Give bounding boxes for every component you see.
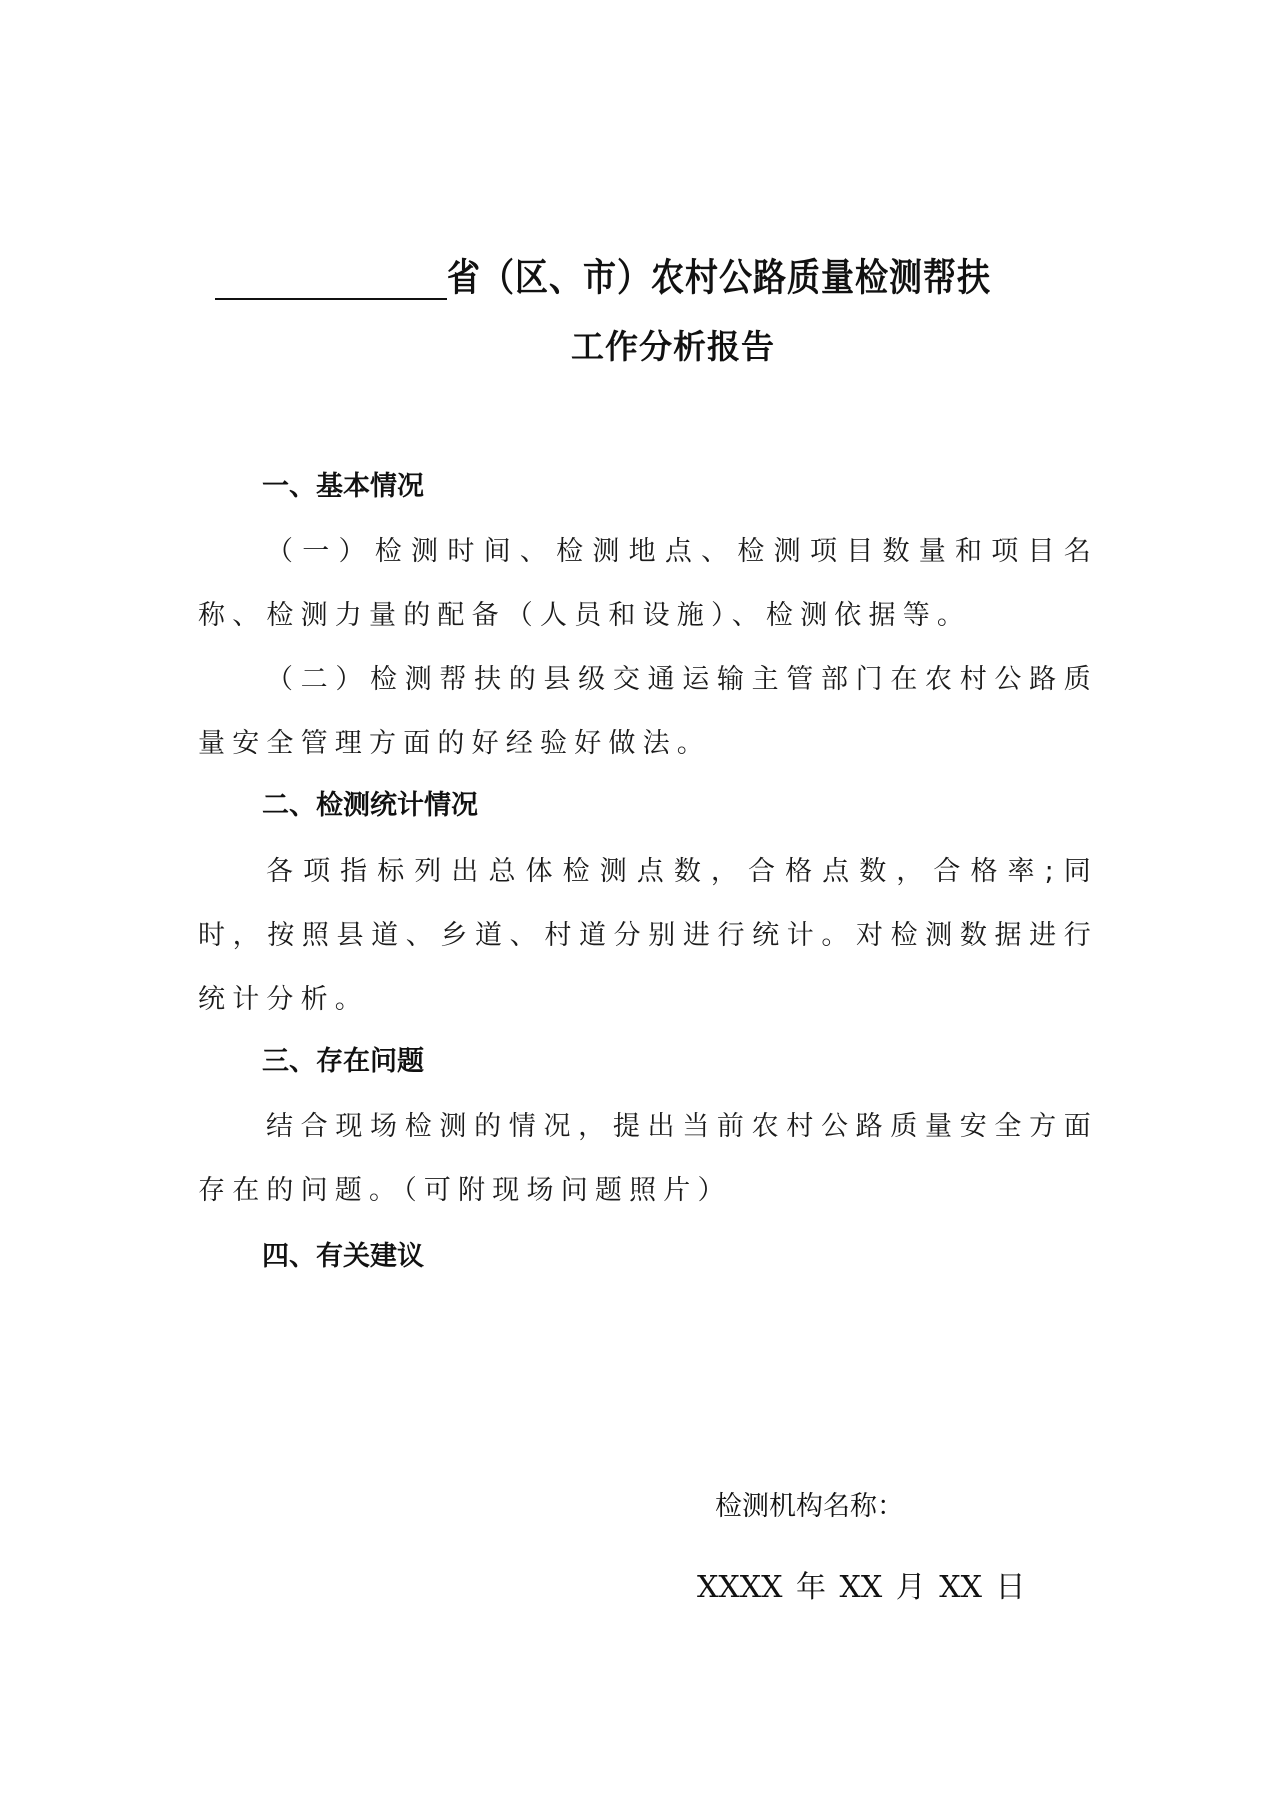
report-title-line-1 bbox=[215, 254, 991, 310]
section-heading-basic-info: 一、基本情况 bbox=[262, 471, 424, 502]
section-heading-statistics: 二、检测统计情况 bbox=[262, 790, 478, 821]
province-name-blank bbox=[215, 298, 447, 300]
section-heading-suggestions: 四、有关建议 bbox=[262, 1241, 424, 1272]
section-1-paragraph-1: （一）检测时间、检测地点、检测项目数量和项目名称、检测力量的配备（人员和设施）、检测依据等。 bbox=[198, 536, 1098, 631]
report-title-text: 省（区、市）农村公路质量检测帮扶 bbox=[447, 254, 991, 300]
section-3-paragraph-1: 结合现场检测的情况，提出当前农村公路质量安全方面存在的问题。（可附现场问题照片） bbox=[198, 1111, 1098, 1206]
section-1-paragraph-2: （二）检测帮扶的县级交通运输主管部门在农村公路质量安全管理方面的好经验好做法。 bbox=[198, 664, 1098, 759]
report-date: XXXX 年 XX 月 XX 日 bbox=[697, 1570, 1026, 1605]
institution-name-label: 检测机构名称： bbox=[715, 1491, 904, 1522]
section-heading-problems: 三、存在问题 bbox=[262, 1046, 424, 1077]
report-title-line-2: 工作分析报告 bbox=[571, 327, 775, 366]
section-2-paragraph-1: 各项指标列出总体检测点数，合格点数，合格率;同时，按照县道、乡道、村道分别进行统计。对检测数据进行统计分析。 bbox=[198, 856, 1098, 1015]
